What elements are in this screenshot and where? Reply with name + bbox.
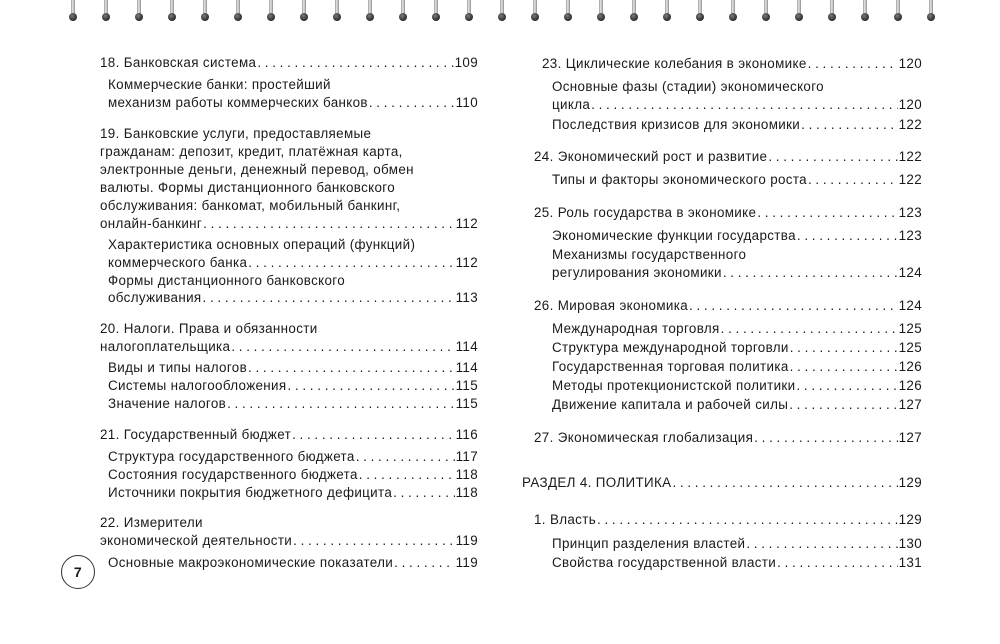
toc-entry-page: 123 (898, 228, 922, 243)
dot-leader (394, 554, 454, 572)
toc-subentry[interactable] (108, 94, 478, 112)
dot-leader (808, 171, 898, 189)
toc-subentry[interactable] (108, 254, 478, 272)
binding-ring (367, 0, 373, 26)
toc-entry-page: 123 (898, 205, 922, 220)
dot-leader (808, 55, 898, 73)
toc-entry-title: онлайн-банкинг (100, 216, 203, 231)
binding-ring (697, 0, 703, 26)
toc-entry-line: 20. Налоги. Права и обязанности (100, 321, 318, 336)
dot-leader (757, 204, 897, 222)
toc-entry-page: 122 (898, 172, 922, 187)
binding-ring (730, 0, 736, 26)
toc-subentry[interactable] (108, 289, 478, 307)
binding-ring (664, 0, 670, 26)
toc-entry-line: обслуживания: банкомат, мобильный банкинг, (100, 198, 401, 213)
toc-entry-line: 19. Банковские услуги, предоставляемые (100, 126, 372, 141)
toc-subentry[interactable] (552, 339, 922, 357)
toc-subentry[interactable] (108, 484, 478, 502)
toc-entry[interactable] (534, 297, 922, 315)
toc-entry-title: 23. Циклические колебания в экономике (542, 56, 807, 71)
toc-entry-title: Состояния государственного бюджета (108, 467, 358, 482)
dot-leader (768, 148, 897, 166)
dot-leader (597, 511, 898, 529)
toc-entry-page: 119 (455, 533, 478, 548)
dot-leader (287, 377, 454, 395)
toc-entry-title: 18. Банковская система (100, 55, 257, 70)
toc-entry-page: 125 (898, 321, 922, 336)
dot-leader (689, 297, 898, 315)
toc-entry-title: 27. Экономическая глобализация (534, 430, 754, 445)
binding-ring (433, 0, 439, 26)
toc-subentry[interactable] (552, 264, 922, 282)
toc-entry-page: 122 (898, 149, 922, 164)
toc-entry-page: 119 (455, 555, 478, 570)
dot-leader (292, 426, 455, 444)
dot-leader (369, 94, 455, 112)
toc-entry-page: 112 (455, 255, 478, 270)
toc-entry[interactable] (534, 511, 922, 529)
toc-entry[interactable] (534, 429, 922, 447)
binding-ring (268, 0, 274, 26)
dot-leader (721, 320, 898, 338)
dot-leader (801, 116, 897, 134)
dot-leader (203, 215, 454, 233)
toc-entry-title: Основные макроэкономические показатели (108, 555, 394, 570)
toc-subentry[interactable] (108, 448, 478, 466)
toc-entry-title: Типы и факторы экономического роста (552, 172, 807, 187)
toc-entry-line: валюты. Формы дистанционного банковского (100, 180, 396, 195)
toc-entry-line: гражданам: депозит, кредит, платёжная карта, (100, 144, 403, 159)
binding-ring (301, 0, 307, 26)
binding-ring (400, 0, 406, 26)
dot-leader (257, 54, 453, 72)
toc-entry-title: Структура международной торговли (552, 340, 789, 355)
binding-ring (796, 0, 802, 26)
toc-subentry[interactable] (108, 377, 478, 395)
toc-entry-title: обслуживания (108, 290, 202, 305)
binding-ring (532, 0, 538, 26)
toc-entry-page: 117 (455, 449, 478, 464)
toc-entry[interactable] (534, 148, 922, 166)
toc-subentry[interactable] (552, 116, 922, 134)
toc-part-heading[interactable] (522, 474, 922, 492)
binding-ring (598, 0, 604, 26)
toc-entry-page: 129 (898, 475, 922, 490)
toc-entry-page: 126 (898, 378, 922, 393)
toc-entry-title: Экономические функции государства (552, 228, 796, 243)
toc-subentry[interactable] (552, 396, 922, 414)
binding-ring (103, 0, 109, 26)
toc-subentry[interactable] (552, 358, 922, 376)
toc-subentry-line: Формы дистанционного банковского (108, 273, 346, 288)
dot-leader (790, 339, 898, 357)
binding-ring (202, 0, 208, 26)
spiral-binding (0, 0, 1000, 30)
toc-entry-title: Движение капитала и рабочей силы (552, 397, 789, 412)
toc-entry-page: 115 (455, 396, 478, 411)
toc-entry-page: 118 (455, 485, 478, 500)
dot-leader (203, 289, 455, 307)
dot-leader (248, 359, 455, 377)
binding-ring (70, 0, 76, 26)
binding-ring (136, 0, 142, 26)
toc-entry[interactable] (100, 426, 478, 444)
toc-entry-page: 129 (898, 512, 922, 527)
toc-subentry[interactable] (552, 171, 922, 189)
dot-leader (359, 466, 455, 484)
toc-entry-page: 110 (455, 95, 478, 110)
toc-entry[interactable] (100, 215, 478, 233)
toc-entry[interactable] (542, 55, 922, 73)
dot-leader (790, 358, 898, 376)
toc-entry-title: коммерческого банка (108, 255, 248, 270)
toc-entry-page: 124 (898, 265, 922, 280)
toc-subentry[interactable] (108, 466, 478, 484)
binding-ring (895, 0, 901, 26)
dot-leader (789, 396, 897, 414)
toc-subentry[interactable] (108, 395, 478, 413)
binding-ring (829, 0, 835, 26)
toc-entry-page: 112 (455, 216, 478, 231)
toc-entry[interactable] (100, 532, 478, 550)
page-number-badge (61, 555, 95, 589)
toc-entry-page: 125 (898, 340, 922, 355)
toc-entry-page: 127 (898, 430, 922, 445)
toc-entry-page: 113 (455, 290, 478, 305)
toc-entry-title: РАЗДЕЛ 4. ПОЛИТИКА (522, 475, 672, 490)
dot-leader (672, 474, 897, 492)
toc-entry-page: 118 (455, 467, 478, 482)
toc-entry-title: цикла (552, 97, 591, 112)
toc-subentry[interactable] (552, 96, 922, 114)
binding-ring (928, 0, 934, 26)
toc-entry-title: механизм работы коммерческих банков (108, 95, 368, 110)
toc-entry-page: 130 (898, 536, 922, 551)
toc-subentry[interactable] (108, 359, 478, 377)
dot-leader (231, 338, 454, 356)
toc-entry-line: электронные деньги, денежный перевод, обмен (100, 162, 414, 177)
toc-subentry[interactable] (552, 554, 922, 572)
dot-leader (797, 227, 898, 245)
toc-subentry[interactable] (552, 535, 922, 553)
dot-leader (746, 535, 897, 553)
toc-entry-page: 114 (455, 339, 478, 354)
dot-leader (777, 554, 897, 572)
toc-entry-title: 1. Власть (534, 512, 597, 527)
page-number: 7 (73, 564, 83, 580)
toc-entry[interactable] (100, 54, 478, 72)
toc-entry-title: Системы налогообложения (108, 378, 287, 393)
binding-ring (631, 0, 637, 26)
binding-ring (466, 0, 472, 26)
toc-subentry-line: Механизмы государственного (552, 247, 747, 262)
dot-leader (754, 429, 897, 447)
toc-entry-title: Виды и типы налогов (108, 360, 248, 375)
dot-leader (723, 264, 898, 282)
binding-ring (334, 0, 340, 26)
dot-leader (227, 395, 454, 413)
dot-leader (393, 484, 454, 502)
toc-entry-title: экономической деятельности (100, 533, 293, 548)
toc-entry-page: 122 (898, 117, 922, 132)
dot-leader (796, 377, 897, 395)
toc-entry-title: Последствия кризисов для экономики (552, 117, 801, 132)
binding-ring (499, 0, 505, 26)
toc-entry-page: 114 (455, 360, 478, 375)
toc-entry-page: 124 (898, 298, 922, 313)
binding-ring (763, 0, 769, 26)
toc-entry-page: 116 (455, 427, 478, 442)
binding-ring (862, 0, 868, 26)
binding-ring (235, 0, 241, 26)
toc-entry-title: Государственная торговая политика (552, 359, 789, 374)
toc-entry-title: 21. Государственный бюджет (100, 427, 292, 442)
toc-entry-title: Свойства государственной власти (552, 555, 777, 570)
toc-entry-title: регулирования экономики (552, 265, 722, 280)
toc-entry[interactable] (100, 338, 478, 356)
toc-entry-title: 25. Роль государства в экономике (534, 205, 757, 220)
toc-subentry-line: Коммерческие банки: простейший (108, 77, 331, 92)
toc-subentry[interactable] (108, 554, 478, 572)
toc-entry-page: 120 (898, 56, 922, 71)
toc-entry-title: Структура государственного бюджета (108, 449, 355, 464)
toc-entry-page: 126 (898, 359, 922, 374)
toc-entry-title: налогоплательщика (100, 339, 231, 354)
toc-entry-title: Международная торговля (552, 321, 720, 336)
toc-entry-page: 115 (455, 378, 478, 393)
toc-entry-title: Источники покрытия бюджетного дефицита (108, 485, 393, 500)
toc-entry[interactable] (534, 204, 922, 222)
binding-ring (169, 0, 175, 26)
toc-entry-title: Значение налогов (108, 396, 227, 411)
dot-leader (293, 532, 454, 550)
toc-entry-page: 131 (898, 555, 922, 570)
dot-leader (356, 448, 455, 466)
toc-subentry[interactable] (552, 377, 922, 395)
toc-entry-title: Методы протекционистской политики (552, 378, 796, 393)
dot-leader (591, 96, 897, 114)
toc-entry-page: 127 (898, 397, 922, 412)
binding-ring (565, 0, 571, 26)
toc-entry-title: 26. Мировая экономика (534, 298, 689, 313)
toc-entry-page: 120 (898, 97, 922, 112)
toc-entry-page: 109 (454, 55, 478, 70)
toc-entry-line: 22. Измерители (100, 515, 203, 530)
toc-subentry[interactable] (552, 227, 922, 245)
toc-subentry-line: Основные фазы (стадии) экономического (552, 79, 824, 94)
toc-entry-title: 24. Экономический рост и развитие (534, 149, 768, 164)
toc-entry-title: Принцип разделения властей (552, 536, 746, 551)
toc-subentry-line: Характеристика основных операций (функций) (108, 237, 416, 252)
toc-subentry[interactable] (552, 320, 922, 338)
dot-leader (248, 254, 454, 272)
